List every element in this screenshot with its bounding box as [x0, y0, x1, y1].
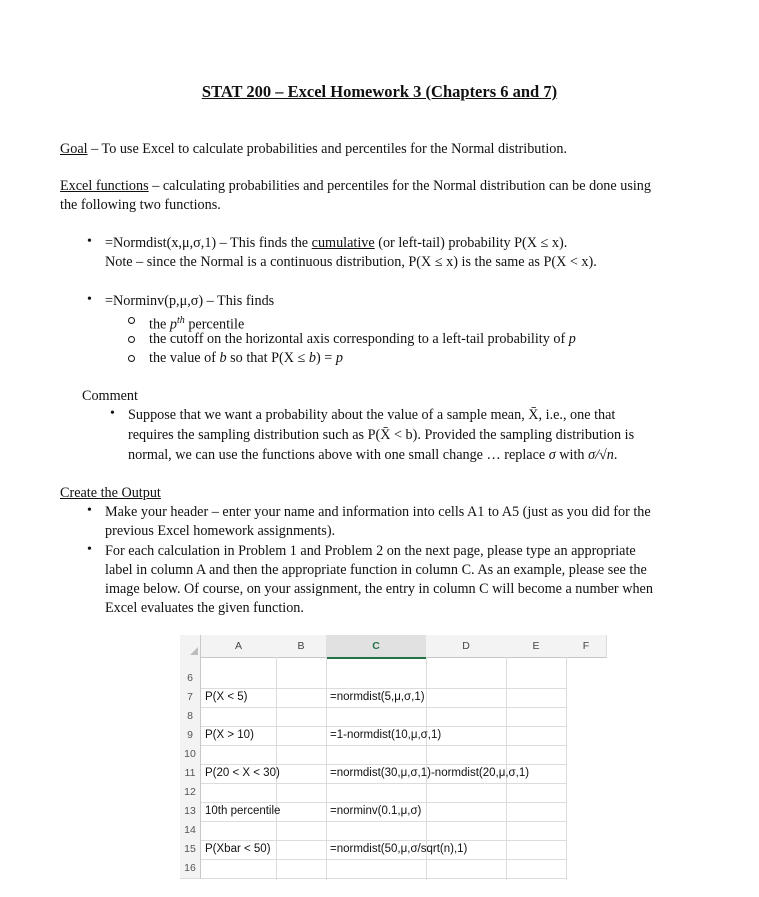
spreadsheet-example	[180, 635, 590, 880]
comment-line1: Suppose that we want a probability about the value of a sample mean, X̄, i.e., one that	[128, 407, 616, 423]
cell-a11[interactable]: P(20 < X < 30)	[205, 767, 280, 779]
normdist-line1	[105, 234, 567, 253]
norminv-sub2	[149, 330, 576, 349]
excel-functions-line1	[60, 177, 651, 196]
row-header-7[interactable]: 7	[180, 688, 201, 708]
row-header-13[interactable]: 13	[180, 802, 201, 822]
circle-bullet-icon	[128, 317, 135, 324]
norminv-sub2-a: the cutoff on the horizontal axis corresponding to a left-tail probability of	[149, 331, 569, 347]
create-output-b2-l2: label in column A and then the appropriate function in column C. As an example, please see the	[105, 562, 647, 578]
circle-bullet-icon	[128, 336, 135, 343]
goal-text: – To use Excel to calculate probabilities and percentiles for the Normal distribution.	[87, 141, 567, 157]
cell-c7[interactable]: =normdist(5,μ,σ,1)	[330, 691, 425, 703]
goal-paragraph	[60, 140, 567, 159]
bullet-icon: •	[87, 292, 92, 307]
normdist-line1-a: =Normdist(x,μ,σ,1) – This finds the	[105, 235, 312, 251]
cell-a9[interactable]: P(X > 10)	[205, 729, 254, 741]
bullet-icon: •	[87, 542, 92, 557]
norminv-sub1-th: th	[176, 315, 185, 326]
bullet-icon: •	[110, 406, 115, 421]
excel-functions-text1: – calculating probabilities and percentiles for the Normal distribution can be done using	[148, 178, 651, 194]
row-header-12[interactable]: 12	[180, 783, 201, 803]
norminv-sub3	[149, 349, 343, 368]
norminv-sub3-b: b	[219, 350, 227, 366]
column-header-d[interactable]: D	[426, 635, 507, 658]
cell-a7[interactable]: P(X < 5)	[205, 691, 248, 703]
norminv-sub3-d: b	[308, 350, 316, 366]
norminv-sub1-b: percentile	[184, 316, 245, 333]
grid-column-line	[566, 657, 567, 880]
excel-functions-label: Excel functions	[60, 178, 149, 194]
grid-row	[201, 821, 566, 841]
norminv-sub3-f: p	[335, 350, 343, 366]
normdist-line2: Note – since the Normal is a continuous distribution, P(X ≤ x) is the same as P(X < x).	[105, 254, 597, 270]
row-header-8[interactable]: 8	[180, 707, 201, 727]
column-header-f[interactable]: F	[566, 635, 607, 658]
row-header-6[interactable]: 6	[180, 669, 201, 689]
row-header-15[interactable]: 15	[180, 840, 201, 860]
create-output-b2-l3: image below. Of course, on your assignment, the entry in column C will become a number when	[105, 581, 653, 597]
cell-c13[interactable]: =norminv(0.1,μ,σ)	[330, 805, 422, 817]
comment-line3-a: normal, we can use the functions above with one small change … replace	[128, 447, 549, 463]
norminv-sub1-a: the	[149, 316, 170, 333]
row-header-14[interactable]: 14	[180, 821, 201, 841]
row-header-9[interactable]: 9	[180, 726, 201, 746]
normdist-line1-b: (or left-tail) probability P(X ≤ x).	[374, 235, 568, 251]
page-title-text: STAT 200 – Excel Homework 3 (Chapters 6 and 7)	[201, 82, 558, 101]
comment-line3-d: .	[613, 447, 618, 463]
create-output-b2-l1: For each calculation in Problem 1 and Problem 2 on the next page, please type an appropriate	[105, 543, 636, 559]
norminv-sub3-c: so that P(X ≤	[226, 350, 309, 366]
comment-line3-b: with	[555, 447, 589, 463]
norminv-line1: =Norminv(p,μ,σ) – This finds	[105, 293, 275, 309]
column-header-e[interactable]: E	[506, 635, 567, 658]
comment-line3	[128, 446, 617, 465]
create-output-b1-l1: Make your header – enter your name and information into cells A1 to A5 (just as you did for the	[105, 504, 651, 520]
row-header-11[interactable]: 11	[180, 764, 201, 784]
column-header-b[interactable]: B	[276, 635, 327, 658]
cell-c11[interactable]: =normdist(30,μ,σ,1)-normdist(20,μ,σ,1)	[330, 767, 530, 779]
circle-bullet-icon	[128, 355, 135, 362]
row-header-16[interactable]: 16	[180, 859, 201, 879]
comment-line3-c: σ/√n	[588, 447, 614, 463]
comment-heading: Comment	[82, 388, 138, 404]
grid-row	[201, 745, 566, 765]
grid-row	[201, 707, 566, 727]
excel-functions-line2: the following two functions.	[60, 197, 221, 213]
comment-line3-sigma: σ	[548, 447, 556, 463]
cell-c9[interactable]: =1-normdist(10,μ,σ,1)	[330, 729, 442, 741]
create-output-b1-l2: previous Excel homework assignments).	[105, 523, 336, 539]
grid-row	[201, 859, 566, 879]
bullet-icon: •	[87, 503, 92, 518]
cell-a13[interactable]: 10th percentile	[205, 805, 281, 817]
comment-line2: requires the sampling distribution such as P(X̄ < b). Provided the sampling distribution is	[128, 427, 635, 443]
goal-label: Goal	[60, 141, 88, 157]
cell-c15[interactable]: =normdist(50,μ,σ/sqrt(n),1)	[330, 843, 468, 855]
norminv-sub1-p: p	[169, 316, 177, 333]
norminv-sub2-p: p	[568, 331, 576, 347]
column-header-c[interactable]: C	[326, 635, 427, 659]
select-all-corner	[180, 635, 201, 658]
normdist-cumulative: cumulative	[311, 235, 375, 251]
bullet-icon: •	[87, 234, 92, 249]
norminv-sub3-e: ) =	[315, 350, 336, 366]
cell-a15[interactable]: P(Xbar < 50)	[205, 843, 271, 855]
row-header-10[interactable]: 10	[180, 745, 201, 765]
create-output-heading: Create the Output	[60, 485, 161, 501]
grid-row	[201, 783, 566, 803]
column-header-a[interactable]: A	[201, 635, 277, 658]
page-title	[0, 82, 759, 102]
create-output-b2-l4: Excel evaluates the given function.	[105, 600, 304, 616]
norminv-sub3-a: the value of	[149, 350, 220, 366]
grid-row	[201, 669, 566, 689]
